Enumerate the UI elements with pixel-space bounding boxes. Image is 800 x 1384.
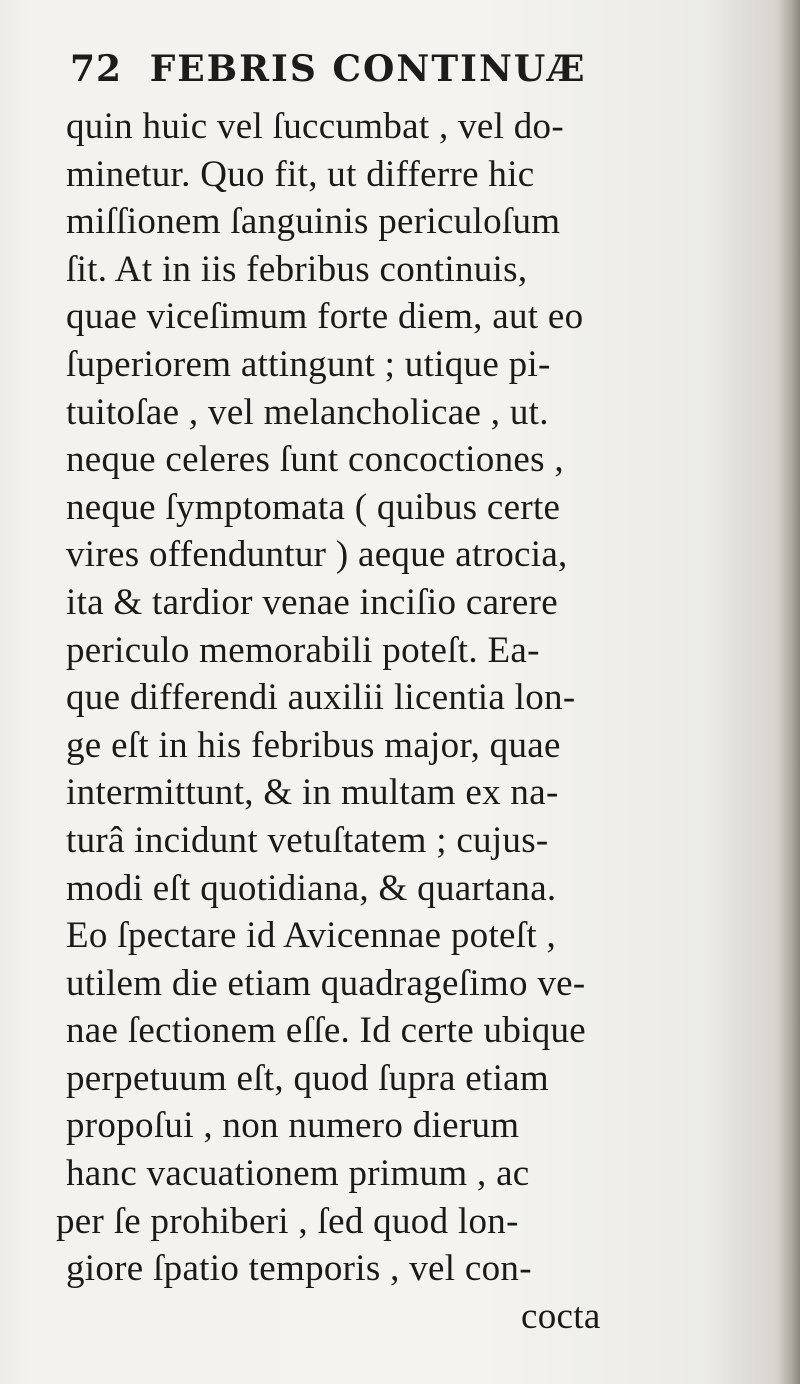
text-line: Eo ſpectare id Avicennae poteſt , xyxy=(66,915,557,957)
text-line: minetur. Quo fit, ut differre hic xyxy=(66,153,535,195)
running-head-title: FEBRIS CONTINUÆ xyxy=(149,48,587,90)
catchword: cocta xyxy=(521,1295,601,1337)
text-line: ſuperiorem attingunt ; utique pi- xyxy=(66,343,551,385)
text-line: nae ſectionem eſſe. Id certe ubique xyxy=(66,1010,587,1052)
running-head xyxy=(70,48,770,96)
text-line: giore ſpatio temporis , vel con- xyxy=(66,1248,532,1290)
text-line: que differendi auxilii licentia lon- xyxy=(66,677,576,719)
text-line: quin huic vel ſuccumbat , vel do- xyxy=(66,106,564,147)
text-line: neque celeres ſunt concoctiones , xyxy=(66,439,564,481)
text-line: ſit. At in iis febribus continuis, xyxy=(66,248,528,290)
text-line: perpetuum eſt, quod ſupra etiam xyxy=(66,1057,549,1099)
text-line: turâ incidunt vetuſtatem ; cujus- xyxy=(66,819,549,861)
text-line: ge eſt in his febribus major, quae xyxy=(66,724,561,766)
body-text xyxy=(56,103,782,1340)
text-line: per ſe prohiberi , ſed quod lon- xyxy=(56,1200,519,1242)
text-line: quae viceſimum forte diem, aut eo xyxy=(66,296,584,338)
text-line: periculo memorabili poteſt. Ea- xyxy=(66,629,540,671)
text-line: ita & tardior venae inciſio carere xyxy=(66,581,558,623)
text-line: vires offenduntur ) aeque atrocia, xyxy=(66,534,568,576)
text-line: neque ſymptomata ( quibus certe xyxy=(66,486,561,528)
text-line: hanc vacuationem primum , ac xyxy=(66,1153,530,1195)
text-line: tuitoſae , vel melancholicae , ut. xyxy=(66,391,549,433)
text-line: modi eſt quotidiana, & quartana. xyxy=(66,867,557,909)
text-line: miſſionem ſanguinis periculoſum xyxy=(66,201,561,243)
page-number: 72 xyxy=(70,48,123,90)
page-edge-shadow xyxy=(778,0,800,1384)
text-line: intermittunt, & in multam ex na- xyxy=(66,772,559,814)
text-line: utilem die etiam quadrageſimo ve- xyxy=(66,962,586,1004)
text-line: propoſui , non numero dierum xyxy=(66,1105,520,1147)
